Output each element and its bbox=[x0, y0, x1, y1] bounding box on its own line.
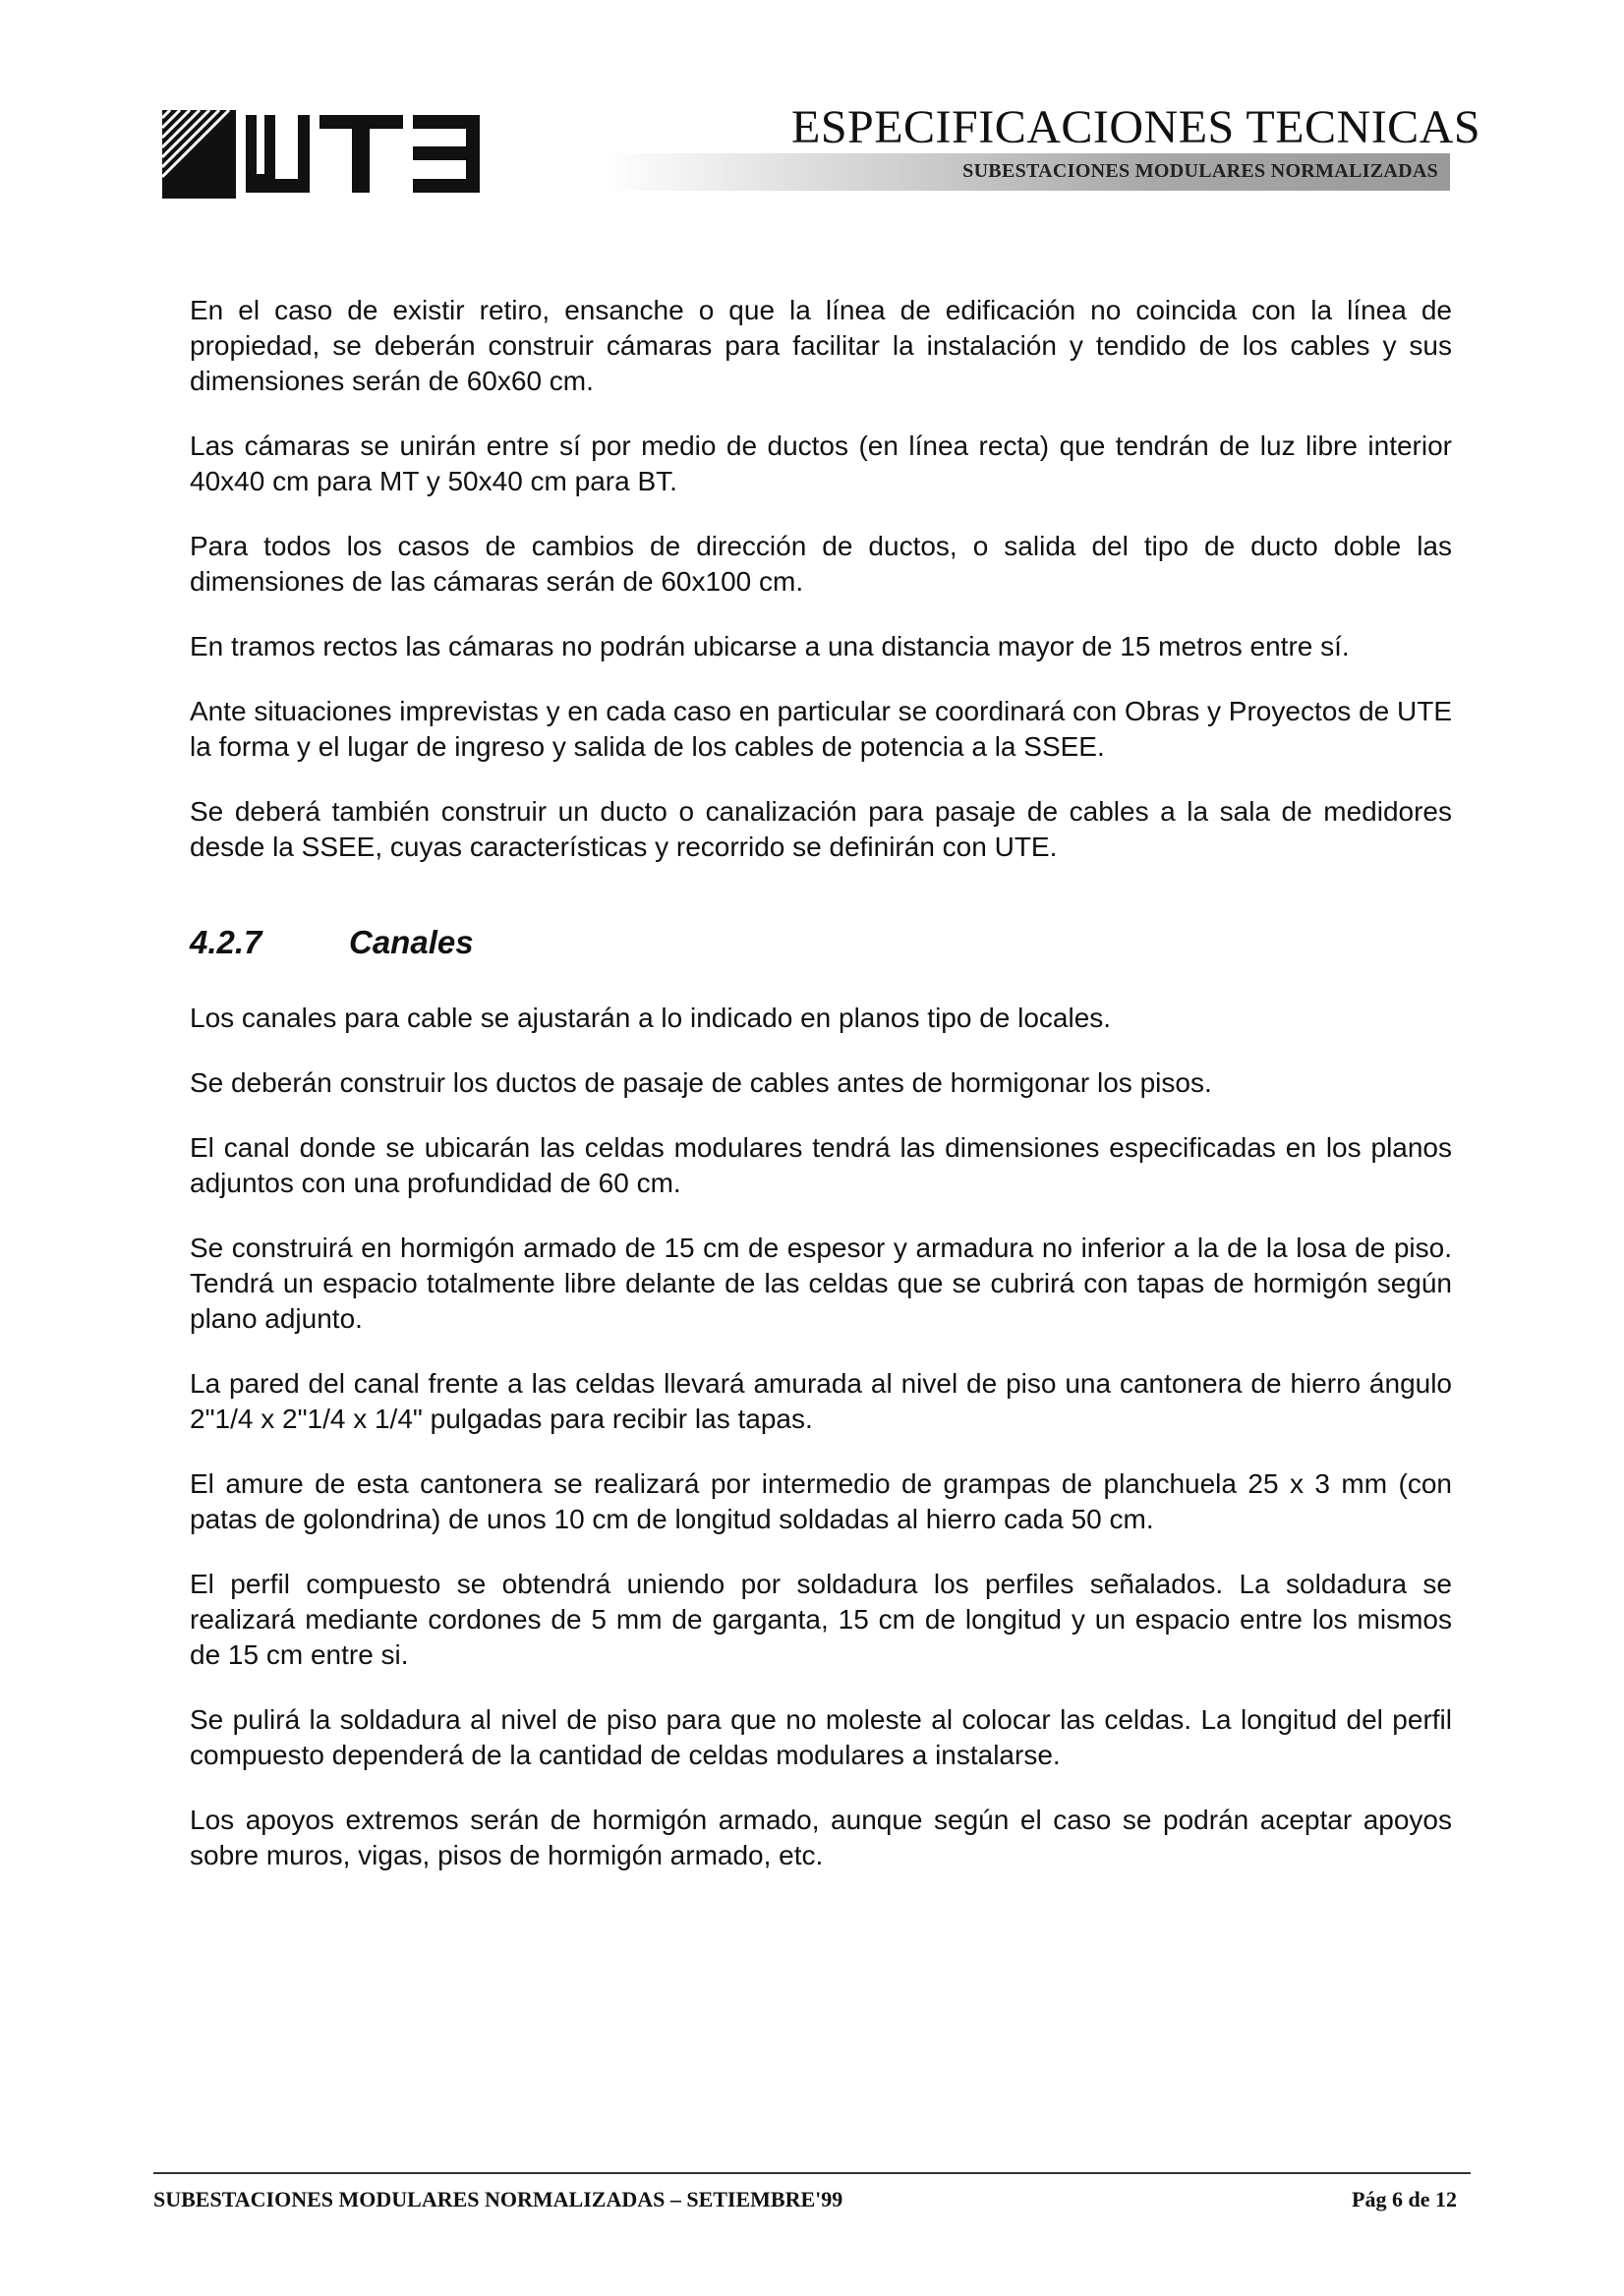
paragraph: El perfil compuesto se obtendrá uniendo por soldadura los perfiles señalados. La soldadura se realizará mediante cordones de 5 mm de garganta, 15 cm de longitud y un espacio entre los mismos de 15 cm entre si. bbox=[190, 1569, 1452, 1670]
paragraph: Se deberán construir los ductos de pasaje de cables antes de hormigonar los pisos. bbox=[190, 1067, 1212, 1098]
section-number: 4.2.7 bbox=[190, 924, 262, 960]
paragraph: Se construirá en hormigón armado de 15 cm de espesor y armadura no inferior a la de la losa de piso. Tendrá un espacio totalmente libre delante de las celdas que se cubrirá con tapas de hormigón según plano adjunto. bbox=[190, 1233, 1452, 1334]
paragraph: En el caso de existir retiro, ensanche o que la línea de edificación no coincida con la línea de propiedad, se deberán construir cámaras para facilitar la instalación y tendido de los cables y sus dimensiones serán de 60x60 cm. bbox=[190, 295, 1452, 396]
paragraph: Para todos los casos de cambios de dirección de ductos, o salida del tipo de ducto doble las dimensiones de las cámaras serán de 60x100 cm. bbox=[190, 531, 1452, 597]
ute-logo bbox=[162, 110, 487, 199]
paragraph: En tramos rectos las cámaras no podrán ubicarse a una distancia mayor de 15 metros entre sí. bbox=[190, 631, 1350, 661]
document-subtitle: SUBESTACIONES MODULARES NORMALIZADAS bbox=[962, 160, 1438, 182]
paragraph: El canal donde se ubicarán las celdas modulares tendrá las dimensiones especificadas en los planos adjuntos con una profundidad de 60 cm. bbox=[190, 1132, 1452, 1198]
paragraph: La pared del canal frente a las celdas llevará amurada al nivel de piso una cantonera de hierro ángulo 2"1/4 x 2"1/4 x 1/4" pulgadas para recibir las tapas. bbox=[190, 1368, 1452, 1434]
document-title: ESPECIFICACIONES TECNICAS bbox=[791, 101, 1481, 153]
paragraph: Las cámaras se unirán entre sí por medio de ductos (en línea recta) que tendrán de luz libre interior 40x40 cm para MT y 50x40 cm para BT. bbox=[190, 430, 1452, 496]
footer-document-name: SUBESTACIONES MODULARES NORMALIZADAS – SETIEMBRE'99 bbox=[153, 2187, 843, 2211]
page-header bbox=[162, 101, 1481, 206]
section-heading bbox=[190, 924, 1452, 967]
paragraph: Los canales para cable se ajustarán a lo indicado en planos tipo de locales. bbox=[190, 1003, 1112, 1033]
paragraph: El amure de esta cantonera se realizará por intermedio de grampas de planchuela 25 x 3 mm (con patas de golondrina) de unos 10 cm de longitud soldadas al hierro cada 50 cm. bbox=[190, 1468, 1452, 1534]
paragraph: Ante situaciones imprevistas y en cada caso en particular se coordinará con Obras y Proyectos de UTE la forma y el lugar de ingreso y salida de los cables de potencia a la SSEE. bbox=[190, 696, 1452, 762]
paragraph: Se deberá también construir un ducto o canalización para pasaje de cables a la sala de medidores desde la SSEE, cuyas características y recorrido se definirán con UTE. bbox=[190, 796, 1452, 862]
header-subtitle-bar bbox=[605, 153, 1450, 191]
page-number: Pág 6 de 12 bbox=[1352, 2187, 1457, 2211]
paragraph: Se pulirá la soldadura al nivel de piso para que no moleste al colocar las celdas. La longitud del perfil compuesto dependerá de la cantidad de celdas modulares a instalarse. bbox=[190, 1704, 1452, 1770]
document-body bbox=[190, 293, 1452, 1903]
footer-divider bbox=[153, 2172, 1471, 2174]
paragraph: Los apoyos extremos serán de hormigón armado, aunque según el caso se podrán aceptar apoyos sobre muros, vigas, pisos de hormigón armado, etc. bbox=[190, 1805, 1452, 1870]
section-title: Canales bbox=[349, 924, 474, 960]
